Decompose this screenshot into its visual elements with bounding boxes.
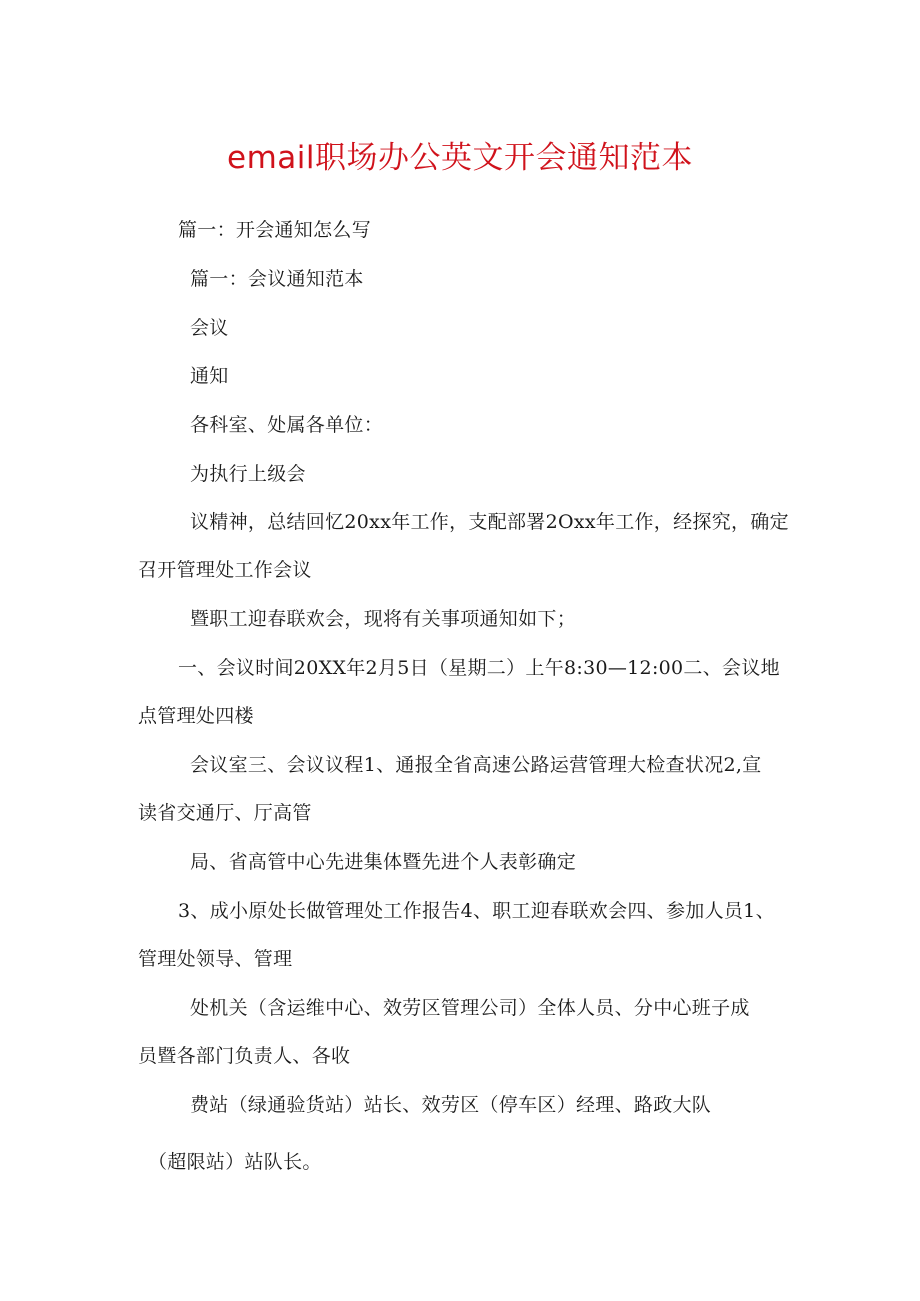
text-line: 局、省高管中心先进集体暨先进个人表彰确定 <box>190 851 577 873</box>
text-line: 暨职工迎春联欢会，现将有关事项通知如下； <box>190 608 577 630</box>
document-title: email职场办公英文开会通知范本 <box>227 140 693 176</box>
text-line: 篇一：开会通知怎么写 <box>178 219 372 241</box>
text-line: 召开管理处工作会议 <box>138 559 312 581</box>
text-line: 管理处领导、管理 <box>138 948 293 970</box>
text-line: 一、会议时间20XX年2月5日（星期二）上午8:30—12:00二、会议地 <box>178 657 780 679</box>
text-line: 会议 <box>190 317 229 339</box>
text-line: 各科室、处属各单位： <box>190 414 384 436</box>
text-line: 3、成小原处长做管理处工作报告4、职工迎春联欢会四、参加人员1、 <box>178 900 775 922</box>
text-line: 点管理处四楼 <box>138 705 254 727</box>
text-line: 为执行上级会 <box>190 463 306 485</box>
text-line: 会议室三、会议议程1、通报全省高速公路运营管理大检查状况2,宣 <box>190 754 762 776</box>
text-line: 篇一：会议通知范本 <box>190 268 364 290</box>
text-line: 通知 <box>190 365 229 387</box>
text-line: 费站（绿通验货站）站长、效劳区（停车区）经理、路政大队 <box>190 1094 712 1116</box>
text-line: 议精神，总结回忆20xx年工作，支配部署2Oxx年工作，经探究，确定 <box>190 511 789 533</box>
text-line: 员暨各部门负责人、各收 <box>138 1045 351 1067</box>
text-line: （超限站）站队长。 <box>148 1151 322 1173</box>
text-line: 读省交通厅、厅高管 <box>138 802 312 824</box>
text-line: 处机关（含运维中心、效劳区管理公司）全体人员、分中心班子成 <box>190 997 750 1019</box>
